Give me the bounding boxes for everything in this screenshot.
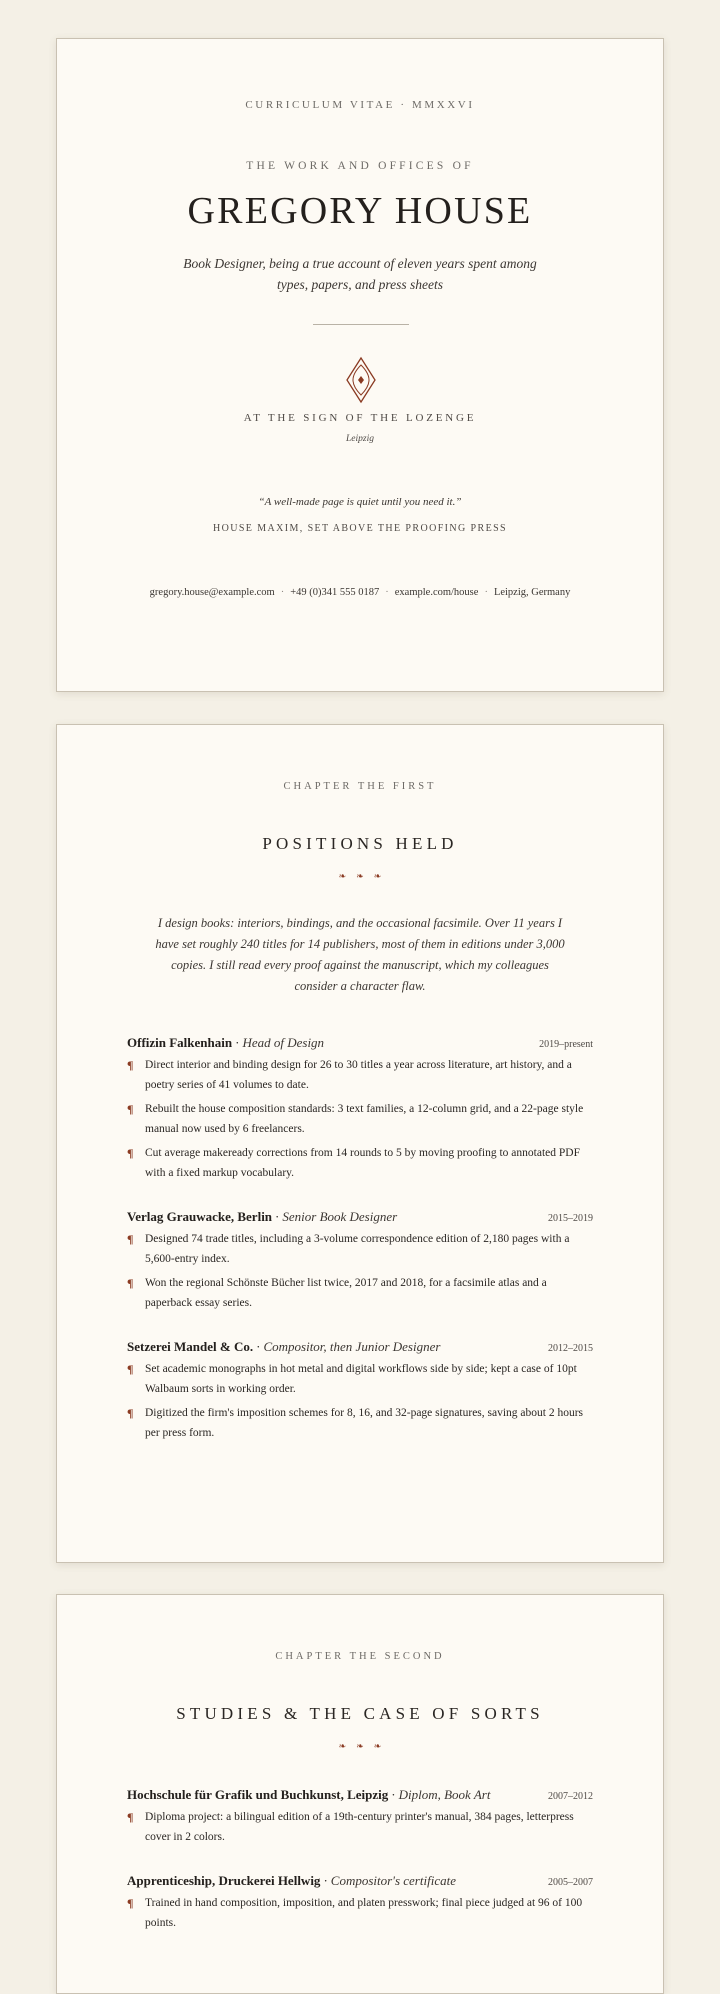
pilcrow-icon: ¶	[127, 1362, 134, 1376]
pilcrow-icon: ¶	[127, 1146, 134, 1160]
website-link[interactable]: example.com/house	[394, 587, 479, 598]
studies-list	[127, 1787, 593, 1959]
hedera-fleuron-icon: ❧	[373, 871, 382, 881]
chapter-title: POSITIONS HELD	[262, 834, 458, 853]
entry-role: Compositor's certificate	[330, 1873, 456, 1888]
phone-number[interactable]: +49 (0)341 555 0187	[290, 587, 380, 598]
position-entry	[127, 1035, 593, 1183]
email-link[interactable]: gregory.house@example.com	[149, 587, 275, 598]
maxim-quote: “A well-made page is quiet until you need it.”	[258, 496, 462, 508]
pilcrow-icon: ¶	[127, 1102, 134, 1116]
list-item: ¶ Rebuilt the house composition standards: 3 text families, a 12-column grid, and a 22-page style manual now used by 6 freelancers.	[127, 1099, 593, 1139]
list-item: ¶ Direct interior and binding design for 26 to 30 titles a year across literature, art history, and a poetry series of 41 volumes to date.	[127, 1055, 593, 1095]
entry-role: Head of Design	[242, 1035, 325, 1050]
maxim-source: HOUSE MAXIM, SET ABOVE THE PROOFING PRESS	[212, 523, 507, 534]
chapter-label: CHAPTER THE SECOND	[275, 1651, 445, 1662]
entry-title: Apprenticeship, Druckerei Hellwig · Compositor's certificate	[127, 1873, 456, 1888]
list-item: ¶ Designed 74 trade titles, including a 3-volume correspondence edition of 2,180 pages with a 5,600-entry index.	[127, 1229, 593, 1269]
chapter-intro: I design books: interiors, bindings, and the occasional facsimile. Over 11 years I have set roughly 240 titles for 14 publishers, most of them in editions under 3,000 copies. I still read every proof against the manuscript, which my colleagues consider a character flaw.	[155, 916, 565, 993]
hedera-fleuron-icon: ❧	[373, 1741, 382, 1751]
tagline: Book Designer, being a true account of eleven years spent among types, papers, and press sheets	[183, 256, 537, 292]
entry-title: Setzerei Mandel & Co. · Compositor, then Junior Designer	[127, 1339, 441, 1354]
entry-role: Senior Book Designer	[282, 1209, 398, 1224]
hedera-fleuron-icon: ❧	[356, 871, 364, 881]
list-item: ¶ Cut average makeready corrections from 14 rounds to 5 by moving proofing to annotated PDF with a fixed markup vocabulary.	[127, 1143, 593, 1183]
separator: ·	[385, 587, 389, 598]
entry-title: Offizin Falkenhain · Head of Design	[127, 1035, 325, 1050]
cover-subtitle: THE WORK AND OFFICES OF	[246, 160, 474, 172]
entry-role: Diplom, Book Art	[398, 1787, 491, 1802]
fleuron-ornament	[57, 871, 663, 882]
contact-line	[57, 587, 663, 598]
hedera-fleuron-icon: ❧	[338, 871, 347, 881]
cv-label: CURRICULUM VITAE · MMXXVI	[245, 99, 475, 111]
entry-title: Verlag Grauwacke, Berlin · Senior Book Designer	[127, 1209, 398, 1224]
entry-dates: 2012–2015	[548, 1343, 593, 1354]
hedera-fleuron-icon: ❧	[356, 1741, 364, 1751]
position-entry	[127, 1339, 593, 1443]
entry-org: Setzerei Mandel & Co.	[127, 1339, 254, 1354]
lozenge-emblem-icon	[346, 357, 376, 403]
study-entry	[127, 1787, 593, 1847]
pilcrow-icon: ¶	[127, 1810, 134, 1824]
chapter-title: STUDIES & THE CASE OF SORTS	[176, 1704, 544, 1723]
pilcrow-icon: ¶	[127, 1406, 134, 1420]
pilcrow-icon: ¶	[127, 1058, 134, 1072]
list-item: ¶ Diploma project: a bilingual edition of a 19th-century printer's manual, 384 pages, letterpress cover in 2 colors.	[127, 1807, 593, 1847]
entry-dates: 2005–2007	[548, 1877, 593, 1888]
pilcrow-icon: ¶	[127, 1896, 134, 1910]
entry-org: Hochschule für Grafik und Buchkunst, Leipzig	[127, 1787, 389, 1802]
pilcrow-icon: ¶	[127, 1232, 134, 1246]
cover-page	[56, 38, 664, 692]
position-entry	[127, 1209, 593, 1313]
sign-label: AT THE SIGN OF THE LOZENGE	[243, 412, 477, 424]
entry-role: Compositor, then Junior Designer	[263, 1339, 441, 1354]
entry-dates: 2007–2012	[548, 1791, 593, 1802]
hedera-fleuron-icon: ❧	[338, 1741, 347, 1751]
pilcrow-icon: ¶	[127, 1276, 134, 1290]
list-item: ¶ Set academic monographs in hot metal and digital workflows side by side; kept a case of 10pt Walbaum sorts in working order.	[127, 1359, 593, 1399]
chapter-one-page	[56, 724, 664, 1563]
sign-place: Leipzig	[346, 434, 374, 444]
location: Leipzig, Germany	[493, 587, 571, 598]
entry-org: Verlag Grauwacke, Berlin	[127, 1209, 273, 1224]
separator: ·	[484, 587, 488, 598]
entry-dates: 2019–present	[539, 1039, 593, 1050]
entry-title: Hochschule für Grafik und Buchkunst, Leipzig · Diplom, Book Art	[127, 1787, 491, 1802]
entry-org: Apprenticeship, Druckerei Hellwig	[127, 1873, 321, 1888]
page-title: GREGORY HOUSE	[187, 190, 533, 232]
list-item: ¶ Digitized the firm's imposition schemes for 8, 16, and 32-page signatures, saving about 2 hours per press form.	[127, 1403, 593, 1443]
positions-list	[127, 1035, 593, 1469]
study-entry	[127, 1873, 593, 1933]
entry-org: Offizin Falkenhain	[127, 1035, 233, 1050]
divider	[313, 324, 409, 325]
entry-dates: 2015–2019	[548, 1213, 593, 1224]
separator: ·	[280, 587, 285, 598]
fleuron-ornament	[57, 1741, 663, 1752]
chapter-label: CHAPTER THE FIRST	[283, 781, 437, 792]
list-item: ¶ Trained in hand composition, imposition, and platen presswork; final piece judged at 96 of 100 points.	[127, 1893, 593, 1933]
list-item: ¶ Won the regional Schönste Bücher list twice, 2017 and 2018, for a facsimile atlas and a paperback essay series.	[127, 1273, 593, 1313]
chapter-two-page	[56, 1594, 664, 1994]
